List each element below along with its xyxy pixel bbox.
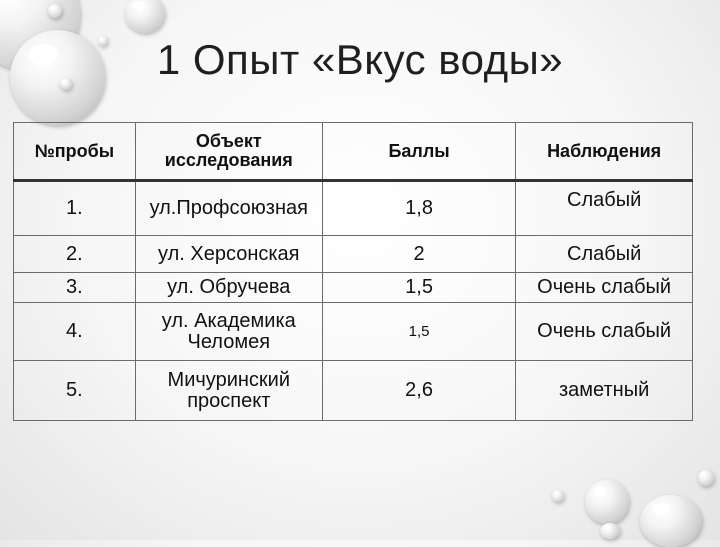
table-row <box>14 361 693 421</box>
cell-number: 1. <box>14 181 136 236</box>
cell-score: 2,6 <box>322 361 515 421</box>
page-title: 1 Опыт «Вкус воды» <box>156 36 564 83</box>
table-row <box>14 181 693 236</box>
cell-object: ул. Академика Челомея <box>135 303 322 361</box>
cell-note: Очень слабый <box>516 303 693 361</box>
cell-note: Слабый <box>516 236 693 273</box>
water-drop-icon <box>640 495 702 547</box>
cell-object: ул.Профсоюзная <box>135 181 322 236</box>
cell-number: 5. <box>14 361 136 421</box>
cell-score: 1,5 <box>322 303 515 361</box>
water-drop-icon <box>698 470 714 486</box>
cell-note: Очень слабый <box>516 273 693 303</box>
header-score: Баллы <box>322 123 515 181</box>
results-table <box>13 122 693 421</box>
water-drop-icon <box>600 523 620 539</box>
header-observations: Наблюдения <box>516 123 693 181</box>
cell-score: 1,8 <box>322 181 515 236</box>
cell-object: ул. Обручева <box>135 273 322 303</box>
cell-score: 1,5 <box>322 273 515 303</box>
cell-note: Слабый <box>516 181 693 236</box>
cell-number: 4. <box>14 303 136 361</box>
water-drop-icon <box>48 4 62 18</box>
cell-object: Мичуринский проспект <box>135 361 322 421</box>
cell-object: ул. Херсонская <box>135 236 322 273</box>
table-header-row <box>14 123 693 181</box>
water-drop-icon <box>125 0 165 33</box>
header-object: Объект исследования <box>135 123 322 181</box>
water-drop-icon <box>552 490 564 502</box>
header-sample-number: №пробы <box>14 123 136 181</box>
table-row <box>14 273 693 303</box>
cell-score: 2 <box>322 236 515 273</box>
cell-note: заметный <box>516 361 693 421</box>
cell-number: 3. <box>14 273 136 303</box>
cell-number: 2. <box>14 236 136 273</box>
water-drop-icon <box>585 480 629 524</box>
table-row <box>14 303 693 361</box>
table-row <box>14 236 693 273</box>
